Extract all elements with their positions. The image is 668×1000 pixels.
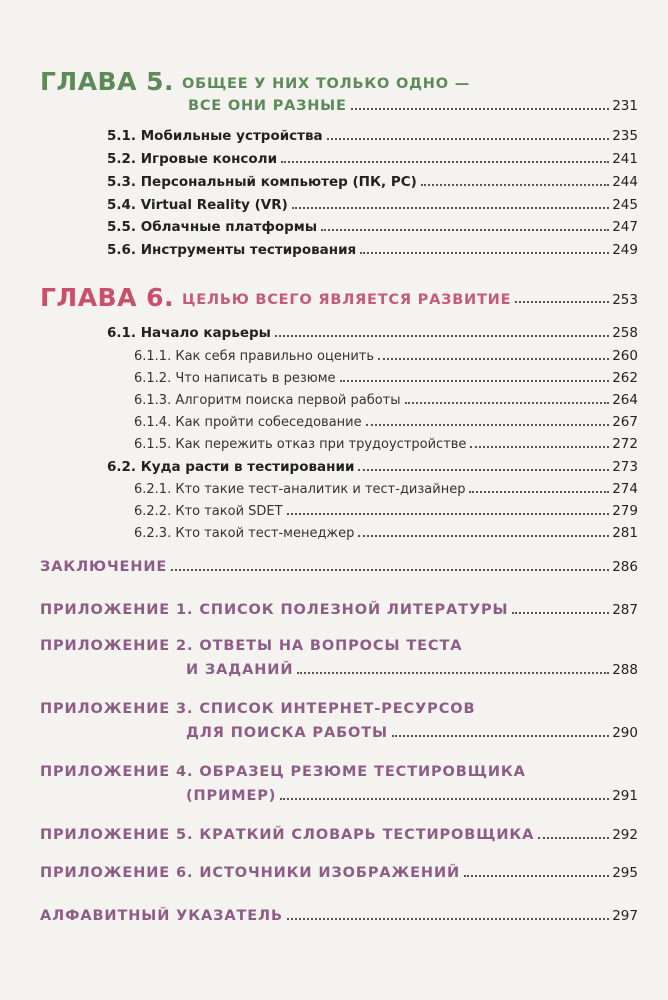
- subsection-row: [0, 363, 668, 385]
- page-number: 245: [612, 196, 638, 213]
- leader-dots: [515, 301, 609, 303]
- page-number: 272: [612, 435, 638, 452]
- subsection-title: 6.2.2. Кто такой SDET: [134, 504, 283, 519]
- section-title: 5.1. Мобильные устройства: [107, 127, 323, 144]
- appendix-4-row: [0, 757, 668, 779]
- appendix-2-row: [0, 631, 668, 653]
- chapter-5-heading-line2: [0, 91, 668, 113]
- page-number: 260: [612, 347, 638, 364]
- page-number: 287: [612, 601, 638, 618]
- section-row: [0, 452, 668, 474]
- index-title: АЛФАВИТНЫЙ УКАЗАТЕЛЬ: [40, 907, 283, 924]
- appendix-1-row: [0, 595, 668, 617]
- page-number: 295: [612, 864, 638, 881]
- leader-dots: [351, 108, 610, 110]
- appendix-4-row-line2: [0, 781, 668, 803]
- section-row: [0, 212, 668, 234]
- page-number: 267: [612, 413, 638, 430]
- appendix-6-row: [0, 858, 668, 880]
- section-row: [0, 144, 668, 166]
- subsection-row: [0, 474, 668, 496]
- subsection-row: [0, 341, 668, 363]
- leader-dots: [292, 207, 609, 209]
- conclusion-title: ЗАКЛЮЧЕНИЕ: [40, 558, 168, 575]
- appendix-title: ПРИЛОЖЕНИЕ 6. ИСТОЧНИКИ ИЗОБРАЖЕНИЙ: [40, 864, 461, 881]
- leader-dots: [358, 469, 609, 471]
- appendix-5-row: [0, 820, 668, 842]
- appendix-title: ПРИЛОЖЕНИЕ 4. ОБРАЗЕЦ РЕЗЮМЕ ТЕСТИРОВЩИКА: [40, 763, 526, 780]
- section-row: [0, 235, 668, 257]
- appendix-title: ПРИЛОЖЕНИЕ 1. СПИСОК ПОЛЕЗНОЙ ЛИТЕРАТУРЫ: [40, 601, 509, 618]
- index-row: [0, 901, 668, 923]
- page-number: 291: [612, 787, 638, 804]
- page-number: 279: [612, 502, 638, 519]
- leader-dots: [297, 672, 609, 674]
- chapter-label: ГЛАВА 6.: [40, 283, 175, 312]
- page-number: 297: [612, 907, 638, 924]
- leader-dots: [378, 358, 609, 360]
- appendix-2-row-line2: [0, 655, 668, 677]
- subsection-title: 6.2.3. Кто такой тест-менеджер: [134, 526, 355, 541]
- page-number: 281: [612, 524, 638, 541]
- page-number: 231: [612, 97, 638, 114]
- leader-dots: [280, 798, 609, 800]
- leader-dots: [281, 161, 609, 163]
- appendix-3-row: [0, 694, 668, 716]
- section-title: 5.2. Игровые консоли: [107, 150, 278, 167]
- leader-dots: [358, 535, 609, 537]
- leader-dots: [360, 252, 609, 254]
- leader-dots: [538, 837, 609, 839]
- leader-dots: [512, 612, 609, 614]
- leader-dots: [287, 918, 609, 920]
- leader-dots: [340, 380, 610, 382]
- page-number: 264: [612, 391, 638, 408]
- chapter-5-heading: [0, 64, 668, 94]
- leader-dots: [421, 184, 609, 186]
- leader-dots: [470, 446, 609, 448]
- appendix-title: И ЗАДАНИЙ: [186, 661, 294, 678]
- subsection-row: [0, 385, 668, 407]
- appendix-3-row-line2: [0, 718, 668, 740]
- subsection-row: [0, 496, 668, 518]
- section-title: 5.5. Облачные платформы: [107, 218, 318, 235]
- leader-dots: [464, 875, 609, 877]
- leader-dots: [366, 424, 610, 426]
- page-number: 244: [612, 173, 638, 190]
- subsection-title: 6.1.4. Как пройти собеседование: [134, 415, 362, 430]
- appendix-title: ПРИЛОЖЕНИЕ 5. КРАТКИЙ СЛОВАРЬ ТЕСТИРОВЩИКА: [40, 826, 535, 843]
- leader-dots: [405, 402, 610, 404]
- appendix-title: ПРИЛОЖЕНИЕ 3. СПИСОК ИНТЕРНЕТ-РЕСУРСОВ: [40, 700, 476, 717]
- appendix-title: (ПРИМЕР): [186, 787, 277, 804]
- leader-dots: [287, 513, 610, 515]
- page-number: 241: [612, 150, 638, 167]
- leader-dots: [171, 569, 609, 571]
- section-title: 6.1. Начало карьеры: [107, 324, 271, 341]
- page-number: 253: [612, 291, 638, 308]
- subsection-row: [0, 518, 668, 540]
- section-row: [0, 190, 668, 212]
- leader-dots: [321, 229, 609, 231]
- section-title: 5.6. Инструменты тестирования: [107, 241, 357, 258]
- section-row: [0, 318, 668, 340]
- page-number: 235: [612, 127, 638, 144]
- section-row: [0, 121, 668, 143]
- chapter-title: ОБЩЕЕ У НИХ ТОЛЬКО ОДНО —: [182, 75, 471, 92]
- page-number: 292: [612, 826, 638, 843]
- page-number: 247: [612, 218, 638, 235]
- subsection-title: 6.1.3. Алгоритм поиска первой работы: [134, 393, 401, 408]
- subsection-title: 6.1.1. Как себя правильно оценить: [134, 349, 375, 364]
- appendix-title: ПРИЛОЖЕНИЕ 2. ОТВЕТЫ НА ВОПРОСЫ ТЕСТА: [40, 637, 463, 654]
- page-number: 249: [612, 241, 638, 258]
- leader-dots: [469, 491, 609, 493]
- page-number: 286: [612, 558, 638, 575]
- leader-dots: [327, 138, 610, 140]
- subsection-row: [0, 407, 668, 429]
- page-number: 258: [612, 324, 638, 341]
- chapter-label: ГЛАВА 5.: [40, 67, 175, 96]
- section-title: 5.4. Virtual Reality (VR): [107, 196, 288, 213]
- subsection-title: 6.2.1. Кто такие тест-аналитик и тест-дизайнер: [134, 482, 466, 497]
- appendix-title: ДЛЯ ПОИСКА РАБОТЫ: [186, 724, 388, 741]
- section-title: 6.2. Куда расти в тестировании: [107, 458, 355, 475]
- subsection-row: [0, 429, 668, 451]
- leader-dots: [275, 335, 609, 337]
- section-title: 5.3. Персональный компьютер (ПК, PC): [107, 173, 417, 190]
- subsection-title: 6.1.5. Как пережить отказ при трудоустройстве: [134, 437, 467, 452]
- chapter-6-heading: [0, 280, 668, 310]
- subsection-title: 6.1.2. Что написать в резюме: [134, 371, 336, 386]
- page-number: 274: [612, 480, 638, 497]
- chapter-title: ЦЕЛЬЮ ВСЕГО ЯВЛЯЕТСЯ РАЗВИТИЕ: [182, 291, 512, 308]
- conclusion-row: [0, 552, 668, 574]
- section-row: [0, 167, 668, 189]
- page-number: 288: [612, 661, 638, 678]
- leader-dots: [392, 735, 609, 737]
- chapter-title: ВСЕ ОНИ РАЗНЫЕ: [188, 97, 347, 114]
- page-number: 290: [612, 724, 638, 741]
- page-number: 273: [612, 458, 638, 475]
- page-number: 262: [612, 369, 638, 386]
